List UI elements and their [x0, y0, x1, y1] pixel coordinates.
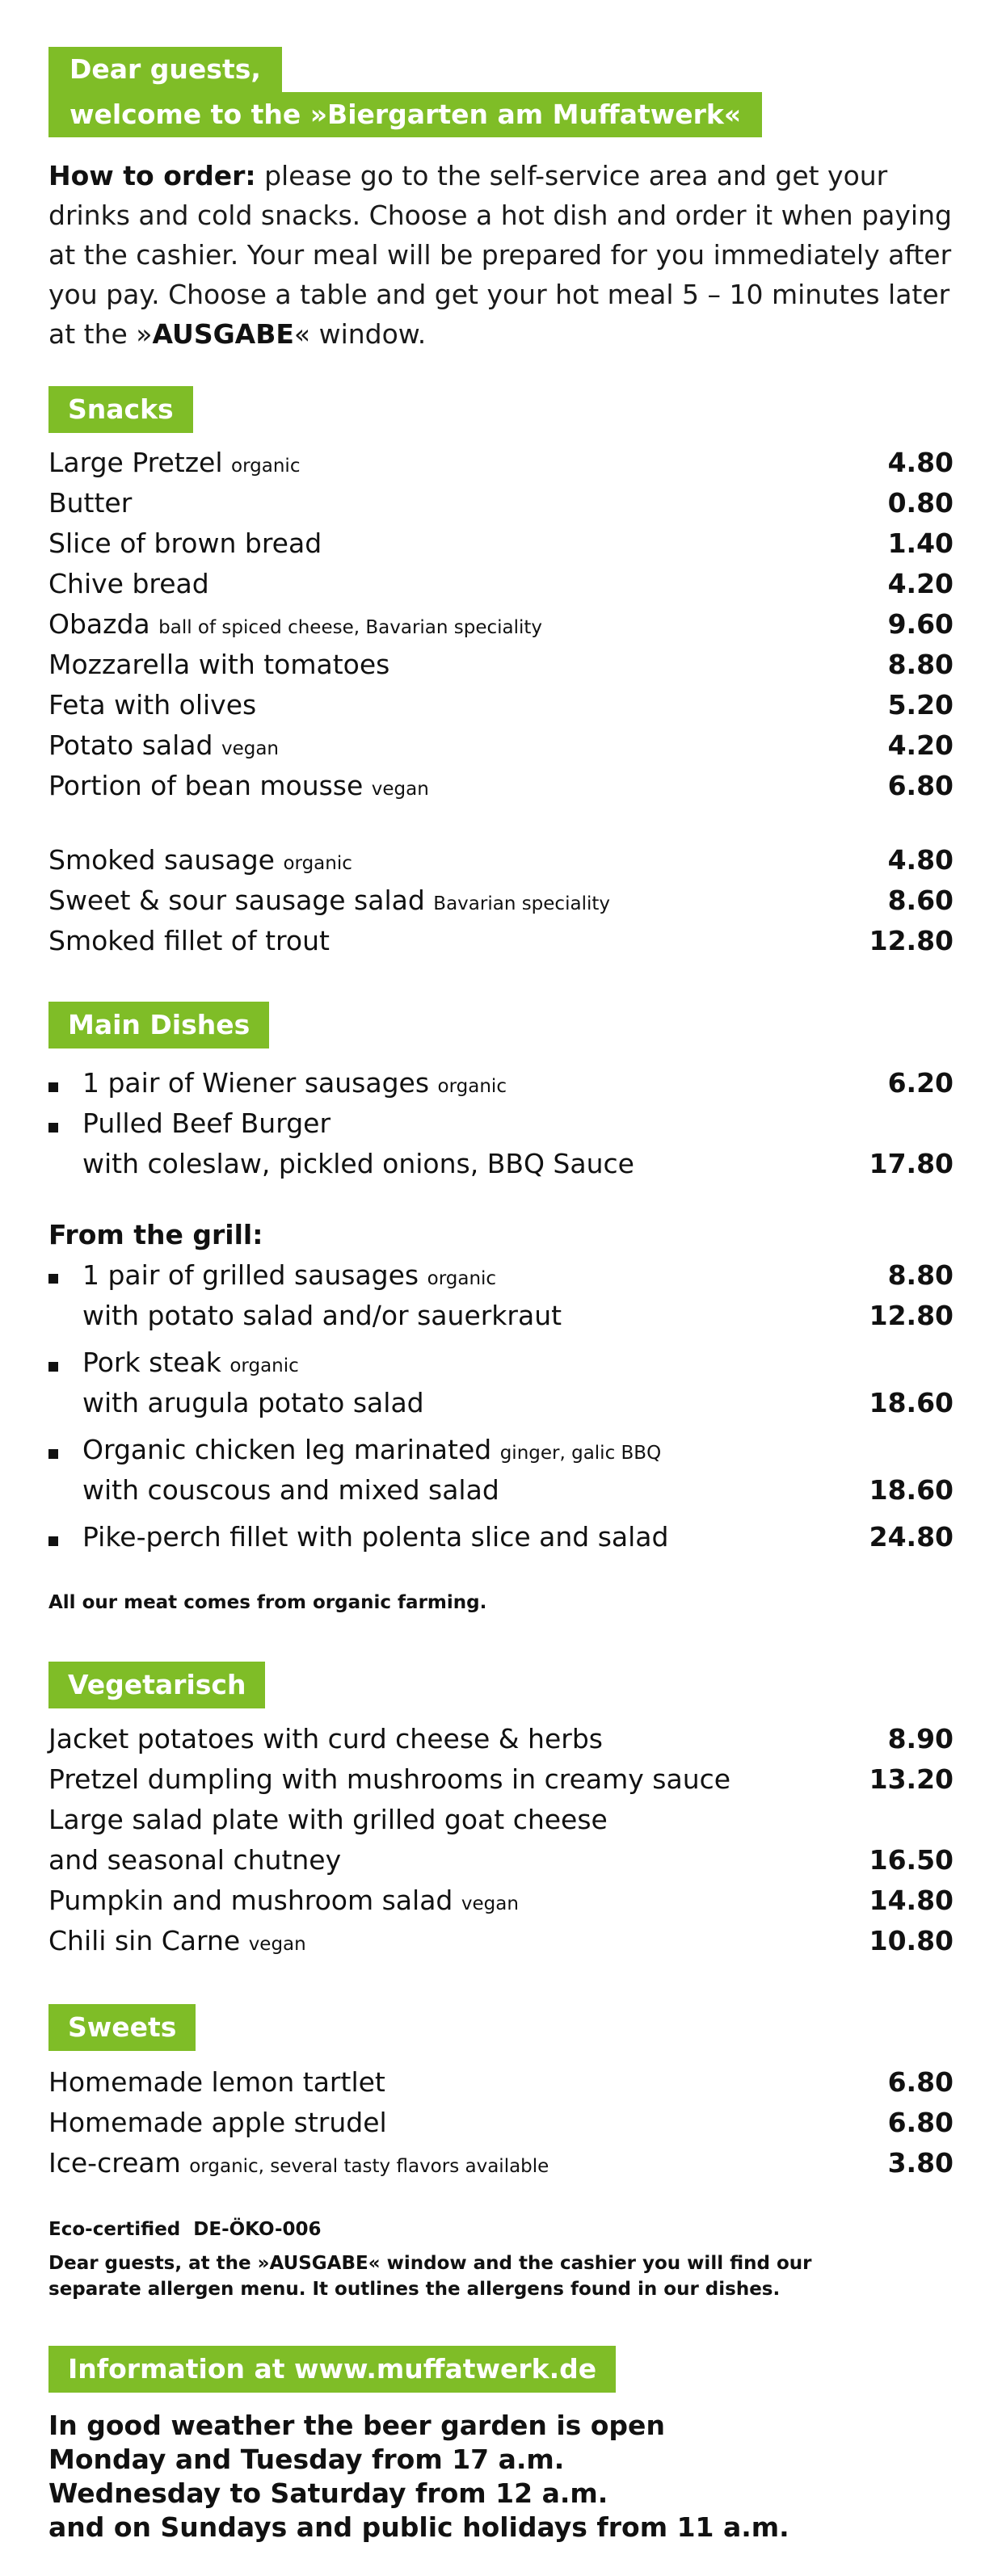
item-note: vegan — [248, 1934, 306, 1955]
organic-note: All our meat comes from organic farming. — [48, 1592, 487, 1613]
item-name: Homemade lemon tartlet — [48, 2066, 385, 2098]
item-name: Butter — [48, 487, 133, 519]
menu-item — [48, 645, 954, 685]
menu-item — [48, 443, 954, 483]
intro-text-2: « window. — [293, 318, 427, 350]
bullet-icon — [48, 1536, 58, 1546]
welcome-line-1: Dear guests, — [48, 47, 282, 92]
item-price: 12.80 — [869, 925, 954, 956]
menu-item — [82, 1103, 954, 1144]
item-price: 8.90 — [887, 1723, 954, 1754]
item-price: 8.80 — [887, 1259, 954, 1291]
menu-item-detail — [82, 1144, 954, 1184]
item-name: Pork steak — [82, 1347, 221, 1378]
item-note: ball of spiced cheese, Bavarian speciality — [158, 617, 543, 638]
item-name: with potato salad and/or sauerkraut — [82, 1300, 562, 1331]
item-note: vegan — [221, 738, 279, 759]
menu-item — [48, 840, 954, 880]
item-name: Organic chicken leg marinated — [82, 1434, 492, 1465]
item-note: organic — [283, 853, 352, 874]
allergen-note: Dear guests, at the »AUSGABE« window and the cashier you will find our separate allergen menu. It outlines the allergens found in our dishes. — [48, 2253, 812, 2300]
item-note: organic, several tasty flavors available — [189, 2156, 549, 2177]
menu-item — [48, 1759, 954, 1800]
item-price: 24.80 — [869, 1521, 954, 1553]
item-price: 13.20 — [869, 1763, 954, 1795]
item-note: organic — [231, 456, 301, 477]
menu-item — [48, 564, 954, 604]
item-name: Chili sin Carne — [48, 1925, 241, 1956]
item-price: 4.80 — [887, 447, 954, 478]
menu-item — [48, 725, 954, 766]
item-name: Mozzarella with tomatoes — [48, 649, 390, 680]
intro-ausgabe: AUSGABE — [152, 318, 294, 350]
section-header-vegetarisch: Vegetarisch — [48, 1662, 265, 1708]
item-price: 5.20 — [887, 689, 954, 721]
menu-item — [48, 766, 954, 806]
menu-item-detail — [82, 1296, 954, 1336]
item-price: 14.80 — [869, 1885, 954, 1916]
item-price: 12.80 — [869, 1300, 954, 1331]
section-header-main-dishes: Main Dishes — [48, 1002, 269, 1048]
menu-item — [48, 2062, 954, 2103]
hours-line: Wednesday to Saturday from 12 a.m. — [48, 2477, 608, 2509]
item-price: 8.80 — [887, 649, 954, 680]
menu-item — [48, 2103, 954, 2143]
grill-subheading: From the grill: — [48, 1219, 263, 1250]
intro-text-1: please go to the self-service area and get your drinks and cold snacks. Choose a hot dish and order it when paying at the cashier. Your meal will be prepared for you immediately after you pay. Choose a table and get your hot meal 5 – 10 minutes later at the » — [48, 160, 952, 350]
item-name: Pike-perch fillet with polenta slice and salad — [82, 1521, 669, 1553]
item-price: 6.20 — [887, 1067, 954, 1099]
item-price: 6.80 — [887, 2066, 954, 2098]
item-name: Ice-cream — [48, 2147, 181, 2179]
section-header-sweets: Sweets — [48, 2004, 196, 2051]
how-to-order-label: How to order: — [48, 160, 256, 191]
item-price: 6.80 — [887, 770, 954, 801]
item-price: 4.80 — [887, 844, 954, 876]
item-note: vegan — [371, 779, 429, 800]
item-price: 18.60 — [869, 1387, 954, 1418]
menu-item-detail — [82, 1470, 954, 1511]
item-name: Chive bread — [48, 568, 209, 599]
item-note: organic — [427, 1268, 497, 1289]
item-note: ginger, galic BBQ — [499, 1443, 662, 1464]
menu-item-detail — [48, 1840, 954, 1881]
item-price: 8.60 — [887, 885, 954, 916]
item-name: with arugula potato salad — [82, 1387, 424, 1418]
eco-certification: Eco-certified DE-ÖKO-006 — [48, 2219, 322, 2240]
bullet-icon — [48, 1082, 58, 1092]
item-price: 18.60 — [869, 1474, 954, 1506]
item-price: 3.80 — [887, 2147, 954, 2179]
welcome-banner — [48, 47, 762, 137]
item-name: Pulled Beef Burger — [82, 1107, 331, 1139]
info-banner: Information at www.muffatwerk.de — [48, 2346, 616, 2393]
menu-item — [82, 1517, 954, 1557]
item-name: Pumpkin and mushroom salad — [48, 1885, 453, 1916]
item-note: vegan — [461, 1893, 519, 1914]
item-price: 0.80 — [887, 487, 954, 519]
bullet-icon — [48, 1123, 58, 1133]
item-price: 4.20 — [887, 729, 954, 761]
menu-item — [48, 1881, 954, 1921]
item-note: organic — [229, 1355, 299, 1376]
item-name: 1 pair of grilled sausages — [82, 1259, 419, 1291]
item-note: organic — [437, 1076, 507, 1097]
section-header-snacks: Snacks — [48, 386, 193, 433]
bullet-icon — [48, 1274, 58, 1284]
item-price: 6.80 — [887, 2107, 954, 2138]
item-price: 17.80 — [869, 1148, 954, 1179]
opening-hours — [48, 2409, 954, 2544]
item-name: with coleslaw, pickled onions, BBQ Sauce — [82, 1148, 634, 1179]
item-name: with couscous and mixed salad — [82, 1474, 499, 1506]
item-name: Smoked fillet of trout — [48, 925, 330, 956]
hours-line: Monday and Tuesday from 17 a.m. — [48, 2444, 565, 2475]
item-name: Sweet & sour sausage salad — [48, 885, 425, 916]
item-name: Obazda — [48, 608, 150, 640]
welcome-line-2: welcome to the »Biergarten am Muffatwerk« — [48, 92, 762, 137]
item-name: Potato salad — [48, 729, 213, 761]
item-price: 4.20 — [887, 568, 954, 599]
menu-item — [48, 921, 954, 961]
bullet-icon — [48, 1449, 58, 1459]
menu-item — [48, 1921, 954, 1961]
item-name: Pretzel dumpling with mushrooms in creamy sauce — [48, 1763, 731, 1795]
item-name: Large Pretzel — [48, 447, 223, 478]
item-price: 16.50 — [869, 1844, 954, 1876]
menu-item — [82, 1343, 954, 1383]
hours-line: and on Sundays and public holidays from 11 a.m. — [48, 2511, 789, 2543]
hours-line: In good weather the beer garden is open — [48, 2410, 665, 2441]
how-to-order-text — [48, 156, 954, 354]
item-name: 1 pair of Wiener sausages — [82, 1067, 430, 1099]
menu-item — [82, 1063, 954, 1103]
item-name: Large salad plate with grilled goat cheese — [48, 1804, 608, 1835]
item-price: 9.60 — [887, 608, 954, 640]
item-name: Jacket potatoes with curd cheese & herbs — [48, 1723, 603, 1754]
bullet-icon — [48, 1362, 58, 1372]
menu-item — [48, 523, 954, 564]
menu-item — [48, 880, 954, 921]
item-name: Feta with olives — [48, 689, 257, 721]
menu-item — [48, 2143, 954, 2183]
item-name: and seasonal chutney — [48, 1844, 342, 1876]
menu-item — [82, 1255, 954, 1296]
item-name: Smoked sausage — [48, 844, 275, 876]
item-price: 10.80 — [869, 1925, 954, 1956]
menu-item — [48, 604, 954, 645]
menu-item — [48, 1719, 954, 1759]
menu-item — [48, 685, 954, 725]
item-name: Portion of bean mousse — [48, 770, 364, 801]
menu-item — [48, 483, 954, 523]
menu-item — [48, 1800, 954, 1840]
menu-item-detail — [82, 1383, 954, 1423]
item-name: Homemade apple strudel — [48, 2107, 387, 2138]
item-name: Slice of brown bread — [48, 527, 322, 559]
menu-item — [82, 1430, 954, 1470]
item-note: Bavarian speciality — [433, 893, 610, 914]
item-price: 1.40 — [887, 527, 954, 559]
